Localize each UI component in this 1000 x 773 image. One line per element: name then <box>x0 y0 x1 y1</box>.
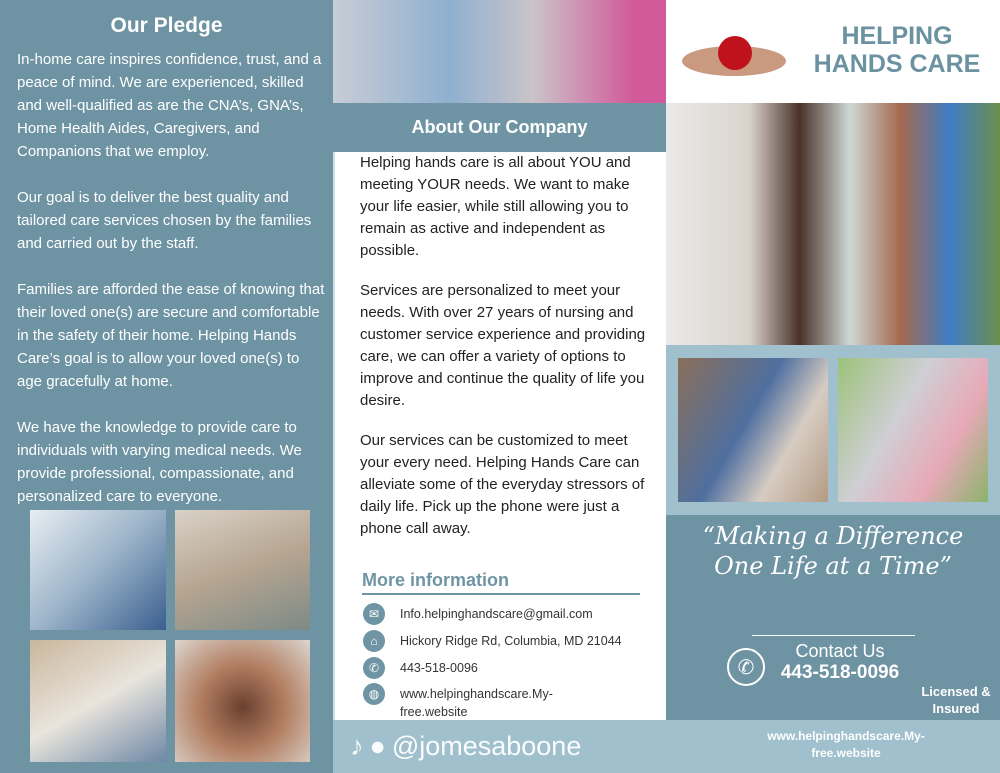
contact-phone[interactable]: ✆ 443-518-0096 <box>363 657 633 679</box>
pledge-paragraph: In-home care inspires confidence, trust, and a peace of mind. We are experienced, skilled and well-qualified as are the CNA’s, GNA’s, Home Health Aides, Caregivers, and Companions that we employ. <box>17 51 322 160</box>
about-paragraph: Our services can be customized to meet your every need. Helping Hands Care can alleviate some of the everyday stressors of daily life. Pick up the phone were just a phone call away. <box>360 432 645 537</box>
contact-address: ⌂ Hickory Ridge Rd, Columbia, MD 21044 <box>363 630 633 652</box>
licensed-badge: Licensed & Insured <box>921 684 991 716</box>
footer-website[interactable]: www.helpinghandscare.My-free.website <box>767 729 925 760</box>
envelope-icon: ✉ <box>363 603 385 625</box>
photo-nurse-with-senior <box>333 0 666 103</box>
photo-nurse-blood-pressure <box>30 510 166 630</box>
photo-holding-hands <box>175 640 310 762</box>
tiktok-icon: ♪ <box>350 731 364 761</box>
phone-icon: ✆ <box>363 657 385 679</box>
pledge-title: Our Pledge <box>110 14 223 37</box>
photo-caregiver-with-senior <box>666 103 1000 345</box>
pledge-paragraph: Families are afforded the ease of knowing that their loved one(s) are secure and comfortable in the safety of their home. Helping Hands Care’s goal is to allow your loved one(s) to age gracefully at home. <box>17 281 325 390</box>
tagline-quote: “Making a Difference One Life at a Time” <box>702 522 964 580</box>
about-paragraph: Helping hands care is all about YOU and meeting YOUR needs. We want to make your life easier, while still allowing you to remain as active and independent as possible. <box>360 154 631 259</box>
photo-group-seniors <box>175 510 310 630</box>
photo-happy-senior-couple <box>838 358 988 502</box>
contact-website[interactable]: ◍ www.helpinghandscare.My-free.website <box>363 683 593 721</box>
brand-title: HELPING HANDS CARE <box>813 22 981 78</box>
pledge-paragraph: We have the knowledge to provide care to individuals with varying medical needs. We provide professional, compassionate, and personalized care to everyone. <box>17 419 302 505</box>
about-header: About Our Company <box>333 103 666 152</box>
contact-email[interactable]: ✉ Info.helpinghandscare@gmail.com <box>363 603 633 625</box>
pledge-panel <box>0 0 333 773</box>
divider <box>752 635 915 636</box>
phone-icon: ✆ <box>727 648 765 686</box>
contact-us[interactable]: Contact Us 443-518-0096 <box>780 641 900 683</box>
pledge-paragraph: Our goal is to deliver the best quality and tailored care services chosen by the families and carried out by the staff. <box>17 189 312 252</box>
more-info-title: More information <box>362 570 640 595</box>
logo <box>682 18 786 84</box>
about-panel <box>333 0 666 773</box>
about-paragraph: Services are personalized to meet your needs. With over 27 years of nursing and customer service experience and providing care, we can offer a variety of options to improve and continue the quality of life you desire. <box>360 282 646 409</box>
photo-wheelchair-care <box>30 640 166 762</box>
user-icon: ● <box>369 731 386 761</box>
watermark: ♪ ● @jomesaboone <box>350 731 582 761</box>
photo-nurse-helping-senior <box>678 358 828 502</box>
home-icon: ⌂ <box>363 630 385 652</box>
globe-icon: ◍ <box>363 683 385 705</box>
cover-panel <box>666 0 1000 773</box>
